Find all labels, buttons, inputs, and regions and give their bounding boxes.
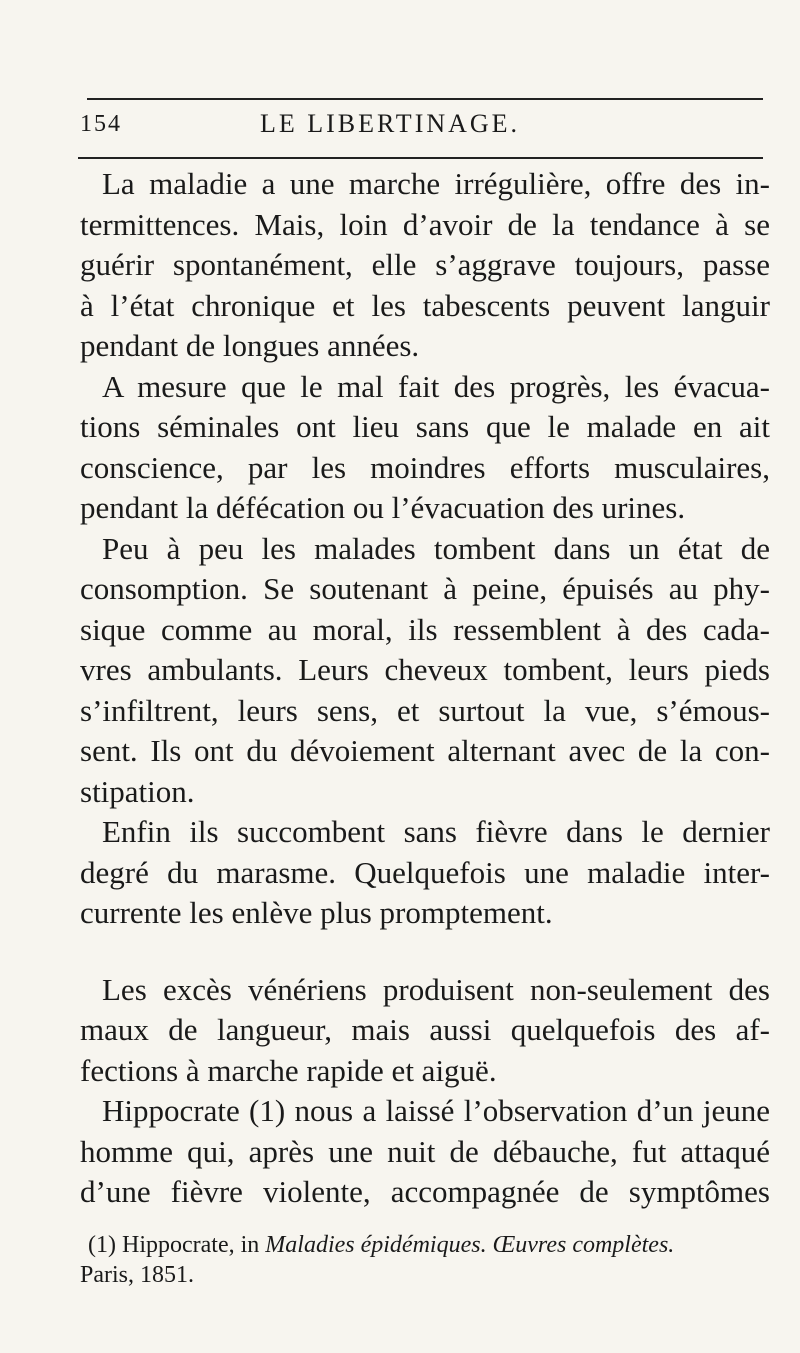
text-line: conscience, par les moindres efforts musculaires,: [80, 449, 770, 485]
footnote-marker: (1) Hippocrate,: [88, 1232, 235, 1258]
footnote-in: in: [234, 1232, 266, 1258]
text-line: degré du marasme. Quelquefois une maladie inter-: [80, 854, 770, 890]
body-text: [80, 164, 770, 1213]
running-title: LE LIBERTINAGE.: [260, 109, 521, 138]
header-bottom-rule: [78, 157, 763, 159]
text-line: Hippocrate (1) nous a laissé l’observation d’un jeune: [102, 1093, 770, 1128]
text-line: guérir spontanément, elle s’aggrave toujours, passe: [80, 247, 770, 282]
header-top-rule: [87, 98, 763, 100]
text-line: La maladie a une marche irrégulière, offre des in-: [102, 166, 770, 201]
text-line: fections à marche rapide et aiguë.: [80, 1052, 497, 1088]
text-line: sique comme au moral, ils ressemblent à des cada-: [80, 611, 770, 647]
page-number: 154: [80, 111, 122, 137]
paragraph-gap: [80, 934, 770, 970]
footnote-place-date: Paris, 1851.: [80, 1262, 194, 1288]
text-line: tions séminales ont lieu sans que le malade en ait: [80, 409, 770, 444]
running-header: [80, 105, 770, 149]
text-line: stipation.: [80, 773, 195, 809]
text-line: Peu à peu les malades tombent dans un état de: [102, 530, 770, 566]
text-line: pendant la défécation ou l’évacuation des urines.: [80, 490, 686, 525]
footnote-title: Maladies épidémiques. Œuvres complètes.: [265, 1232, 675, 1258]
text-line: currente les enlève plus promptement.: [80, 895, 553, 930]
text-line: pendant de longues années.: [80, 328, 420, 363]
footnote: [80, 1230, 770, 1290]
text-line: s’infiltrent, leurs sens, et surtout la vue, s’émous-: [80, 692, 770, 728]
text-line: maux de langueur, mais aussi quelquefois des af-: [80, 1012, 770, 1047]
text-line: vres ambulants. Leurs cheveux tombent, leurs pieds: [80, 652, 770, 687]
text-line: à l’état chronique et les tabescents peuvent languir: [80, 287, 770, 323]
text-line: A mesure que le mal fait des progrès, les évacua-: [102, 368, 770, 404]
text-line: Les excès vénériens produisent non-seulement des: [102, 971, 770, 1007]
text-line: consomption. Se soutenant à peine, épuisés au phy-: [80, 571, 770, 606]
text-line: sent. Ils ont du dévoiement alternant avec de la con-: [80, 733, 770, 768]
text-line: d’une fièvre violente, accompagnée de symptômes: [80, 1174, 770, 1209]
footnote-line: [80, 1230, 770, 1260]
text-line: Enfin ils succombent sans fièvre dans le dernier: [102, 814, 770, 849]
text-line: homme qui, après une nuit de débauche, fut attaqué: [80, 1133, 770, 1169]
text-line: termittences. Mais, loin d’avoir de la tendance à se: [80, 206, 770, 242]
